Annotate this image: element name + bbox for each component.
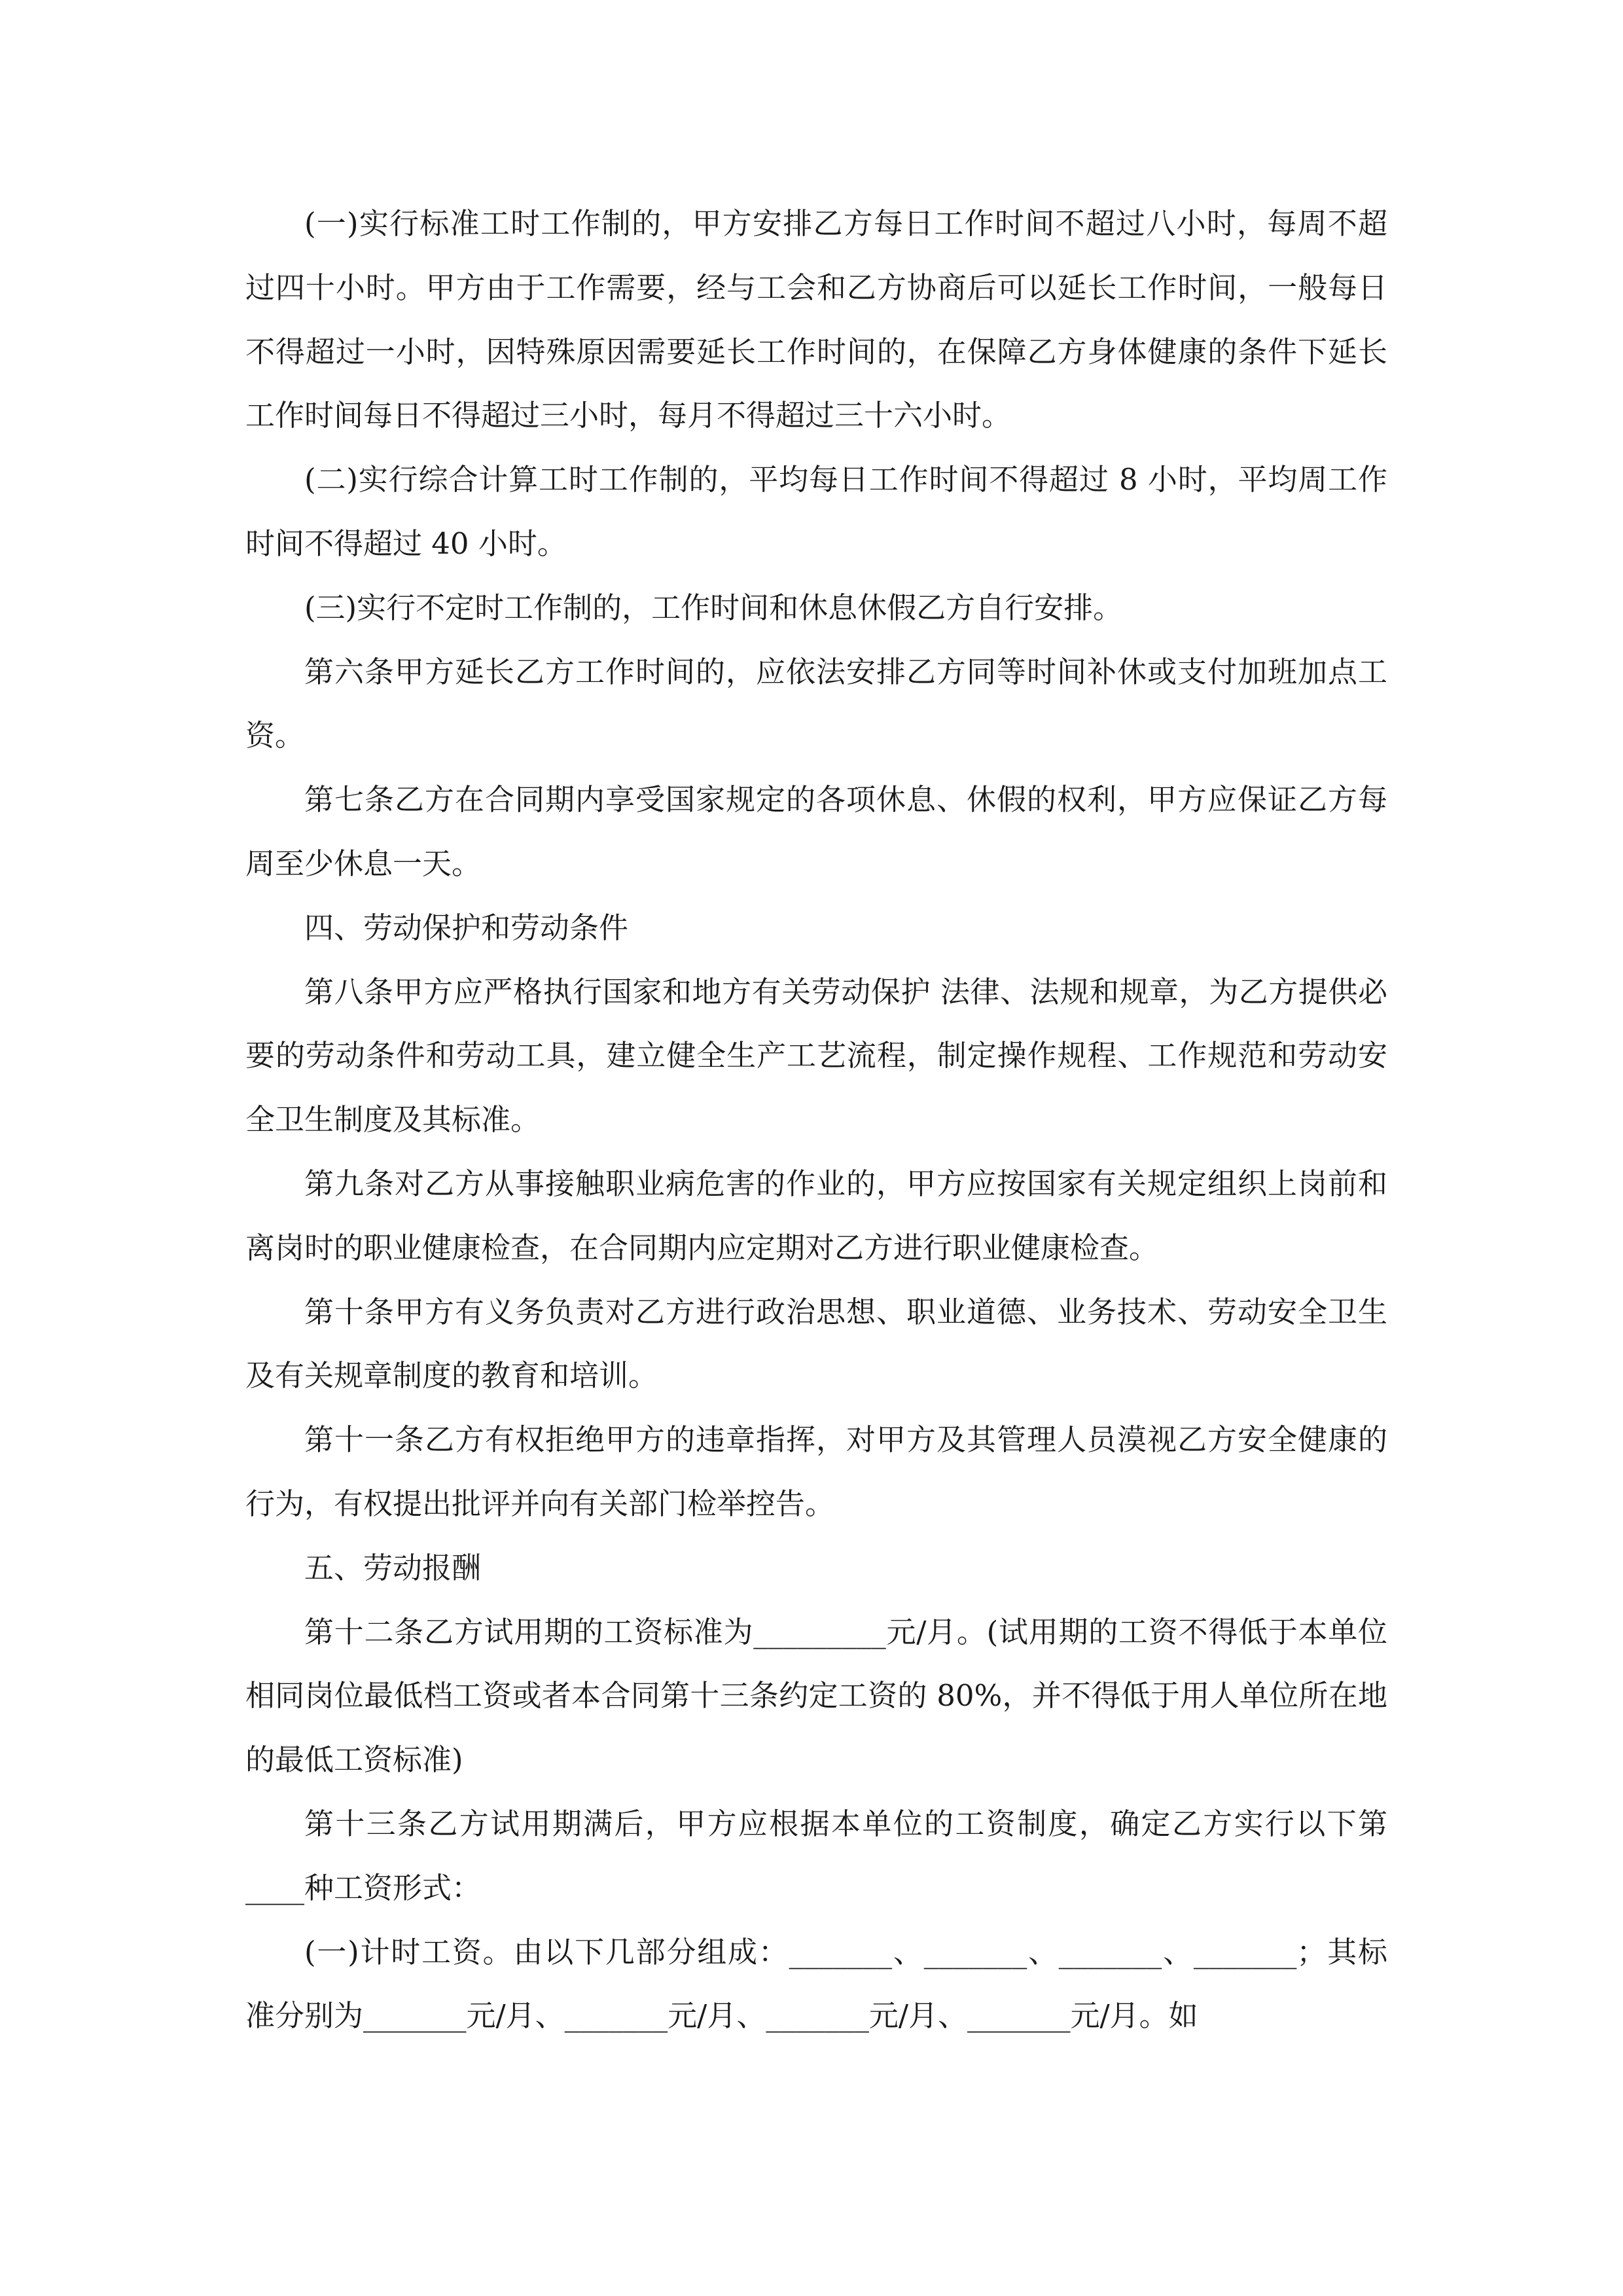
paragraph-comprehensive-hours: (二)实行综合计算工时工作制的，平均每日工作时间不得超过 8 小时，平均周工作时间不得超过 40 小时。: [245, 462, 1387, 561]
paragraph-article-7: 第七条乙方在合同期内享受国家规定的各项休息、休假的权利，甲方应保证乙方每周至少休息一天。: [245, 782, 1387, 881]
section-heading-labor-protection: 四、劳动保护和劳动条件: [304, 910, 629, 945]
section-heading-remuneration: 五、劳动报酬: [304, 1550, 482, 1585]
paragraph-article-11: 第十一条乙方有权拒绝甲方的违章指挥，对甲方及其管理人员漠视乙方安全健康的行为，有权提出批评并向有关部门检举控告。: [245, 1422, 1387, 1521]
paragraph-article-12: 第十二条乙方试用期的工资标准为_________元/月。(试用期的工资不得低于本单位相同岗位最低档工资或者本合同第十三条约定工资的 80%，并不得低于用人单位所在地的最低工资标准): [245, 1614, 1387, 1778]
paragraph-standard-hours: (一)实行标准工时工作制的，甲方安排乙方每日工作时间不超过八小时，每周不超过四十小时。甲方由于工作需要，经与工会和乙方协商后可以延长工作时间，一般每日不得超过一小时，因特殊原因需要延长工作时间的，在保障乙方身体健康的条件下延长工作时间每日不得超过三小时，每月不得超过三十六小时。: [245, 206, 1387, 433]
paragraph-article-9: 第九条对乙方从事接触职业病危害的作业的，甲方应按国家有关规定组织上岗前和离岗时的职业健康检查，在合同期内应定期对乙方进行职业健康检查。: [245, 1166, 1387, 1265]
paragraph-article-13: 第十三条乙方试用期满后，甲方应根据本单位的工资制度，确定乙方实行以下第____种工资形式：: [245, 1806, 1387, 1905]
paragraph-time-wage: (一)计时工资。由以下几部分组成：_______、_______、_______、_______；其标准分别为_______元/月、_______元/月、_______元/月、_______元/月。如: [245, 1934, 1387, 2034]
paragraph-flexible-hours: (三)实行不定时工作制的，工作时间和休息休假乙方自行安排。: [304, 590, 1123, 625]
paragraph-article-6: 第六条甲方延长乙方工作时间的，应依法安排乙方同等时间补休或支付加班加点工资。: [245, 654, 1387, 753]
document-body: [245, 192, 1387, 2048]
paragraph-article-10: 第十条甲方有义务负责对乙方进行政治思想、职业道德、业务技术、劳动安全卫生及有关规章制度的教育和培训。: [245, 1294, 1387, 1393]
paragraph-article-8: 第八条甲方应严格执行国家和地方有关劳动保护 法律、法规和规章，为乙方提供必要的劳动条件和劳动工具，建立健全生产工艺流程，制定操作规程、工作规范和劳动安全卫生制度及其标准。: [245, 974, 1387, 1138]
